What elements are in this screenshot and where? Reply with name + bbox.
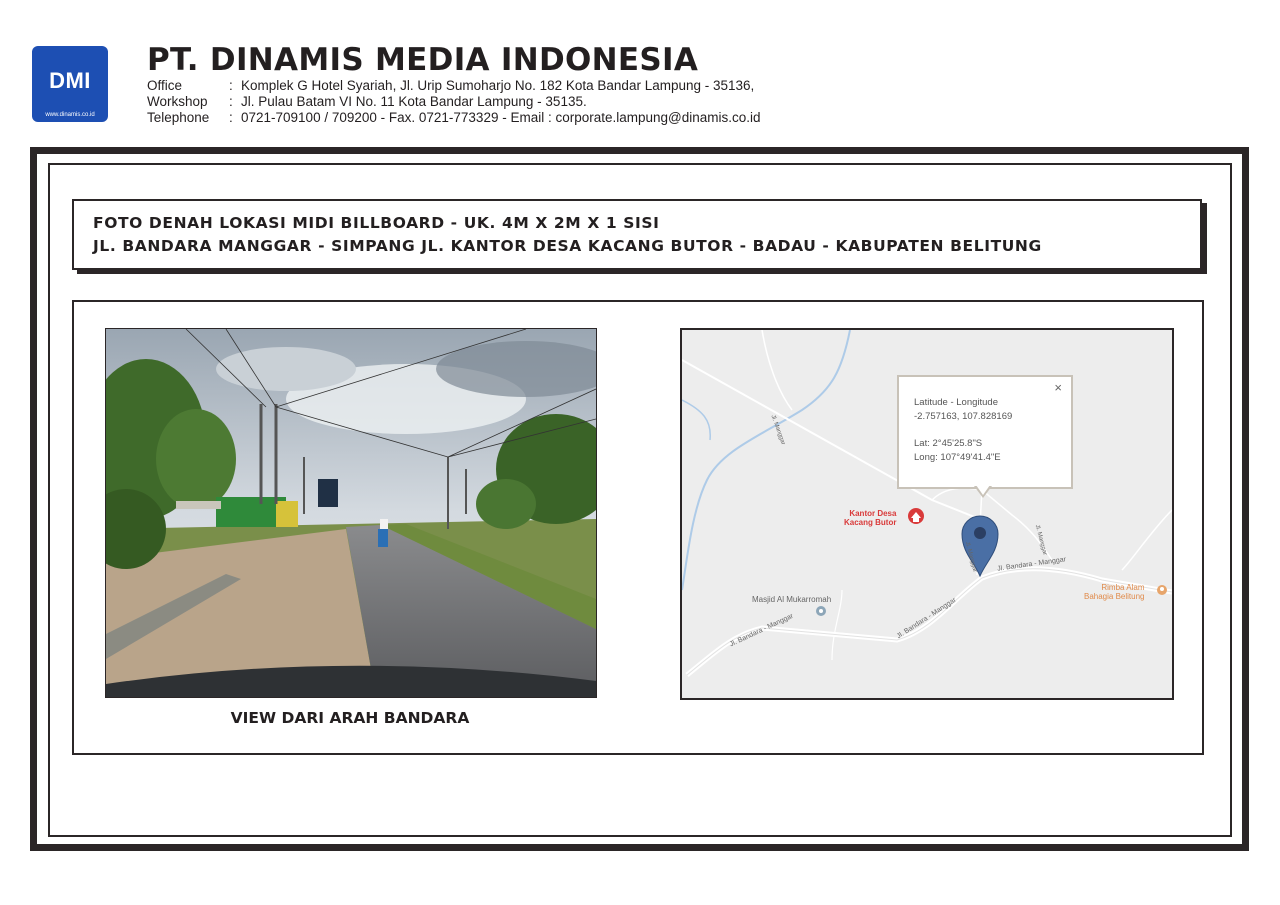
- mosque-marker-icon[interactable]: [816, 606, 826, 616]
- map-poi-rimba-alam[interactable]: [1084, 583, 1145, 601]
- map-road-label: Jl. Bandara - Manggar: [996, 556, 1067, 573]
- map-road-label: Jl. Manggar: [963, 541, 978, 573]
- popup-label: Latitude - Longitude: [914, 397, 998, 408]
- popup-latitude: Lat: 2°45'25.8"S: [914, 438, 983, 449]
- info-row-workshop: [147, 94, 761, 110]
- map-info-popup: [897, 375, 1073, 489]
- title-line-1: FOTO DENAH LOKASI MIDI BILLBOARD - UK. 4M X 2M X 1 SISI: [93, 214, 660, 232]
- popup-tail-inner: [976, 485, 990, 495]
- company-logo: [32, 46, 108, 122]
- info-sep: :: [229, 110, 233, 125]
- title-line-2: JL. BANDARA MANGGAR - SIMPANG JL. KANTOR DESA KACANG BUTOR - BADAU - KABUPATEN BELITUNG: [93, 237, 1042, 255]
- close-icon[interactable]: ×: [1054, 380, 1062, 395]
- info-value: Komplek G Hotel Syariah, Jl. Urip Sumoharjo No. 182 Kota Bandar Lampung - 35136,: [241, 78, 755, 93]
- photo-caption: VIEW DARI ARAH BANDARA: [230, 709, 470, 727]
- info-sep: :: [229, 78, 233, 93]
- site-photo: [105, 328, 597, 698]
- info-label: Workshop: [147, 94, 208, 109]
- map-poi-label: Kacang Butor: [844, 518, 897, 527]
- company-name: PT. DINAMIS MEDIA INDONESIA: [147, 42, 699, 78]
- map-road-label: Jl. Bandara - Manggar: [895, 596, 958, 641]
- popup-longitude: Long: 107°49'41.4"E: [914, 452, 1001, 463]
- info-value: 0721-709100 / 709200 - Fax. 0721-773329 - Email : corporate.lampung@dinamis.co.id: [241, 110, 761, 125]
- map-poi-masjid[interactable]: Masjid Al Mukarromah: [752, 595, 832, 604]
- home-marker-icon[interactable]: [908, 508, 924, 524]
- park-marker-icon[interactable]: [1157, 585, 1167, 595]
- map-road-label: Jl. Manggar: [769, 414, 786, 446]
- info-row-telephone: [147, 110, 761, 126]
- info-row-office: [147, 78, 761, 94]
- map-poi-label: Kantor Desa: [849, 509, 897, 518]
- info-sep: :: [229, 94, 233, 109]
- map-road-label: Jl. Manggar: [1033, 524, 1048, 556]
- logo-url: www.dinamis.co.id: [45, 112, 95, 118]
- location-map[interactable]: [680, 328, 1174, 700]
- map-poi-kantor-desa[interactable]: [844, 509, 896, 527]
- info-value: Jl. Pulau Batam VI No. 11 Kota Bandar Lampung - 35135.: [241, 94, 587, 109]
- logo-text: DMI: [49, 68, 91, 93]
- map-poi-label: Bahagia Belitung: [1084, 592, 1145, 601]
- info-label: Telephone: [147, 110, 210, 125]
- map-road-label: Jl. Bandara - Manggar: [728, 612, 795, 649]
- company-info: [147, 78, 761, 126]
- title-box: [72, 199, 1202, 270]
- map-poi-label: Rimba Alam: [1101, 583, 1145, 592]
- popup-coordinates: -2.757163, 107.828169: [914, 411, 1013, 422]
- info-label: Office: [147, 78, 183, 93]
